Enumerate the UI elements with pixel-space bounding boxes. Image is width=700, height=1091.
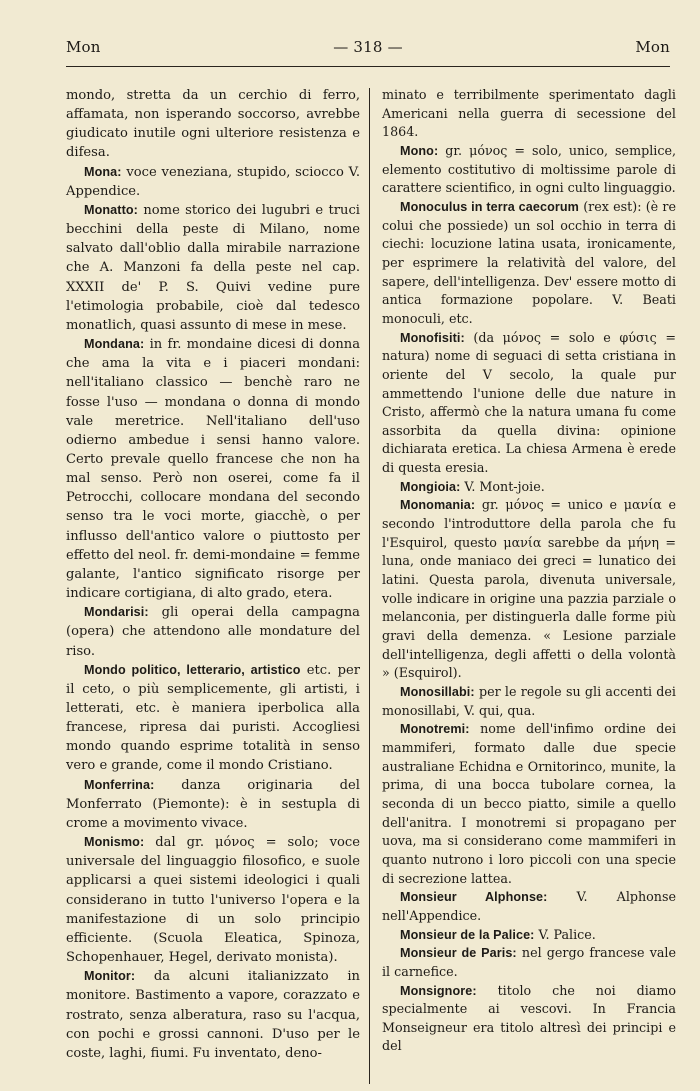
entry-monoculus: [382, 198, 676, 329]
entry-monatto: [66, 201, 360, 335]
header-rule: [66, 66, 670, 67]
entry-mondo-politico: [66, 661, 360, 776]
entry-headword: Mona:: [84, 164, 122, 179]
header-left-guideword: Mon: [66, 38, 101, 56]
entry-monferrina: [66, 776, 360, 833]
left-column: [66, 86, 360, 1063]
entry-headword: Monsieur Alphonse:: [400, 890, 548, 905]
entry-body: minato e terribilmente sperimentato dagli Americani nella guerra di secessione del 1864.: [382, 87, 676, 140]
header-right-guideword: Mon: [635, 38, 670, 56]
entry-body: V. Alphonse nell'Appendice.: [382, 889, 676, 923]
entry-body: mondo, stretta da un cerchio di ferro, affamata, non isperando soccorso, avrebbe giudicato inutile ogni ulteriore resistenza e difesa.: [66, 88, 360, 161]
entry-body: danza originaria del Monferrato (Piemonte): è in sestupla di crome a movimento vivace.: [66, 777, 360, 831]
entry-headword: Monsieur de Paris:: [400, 946, 517, 961]
entry-body: (da μόνος = solo e φύσις = natura) nome di seguaci di setta cristiana in oriente del V secolo, la quale pur ammettendo l'unione delle due nature in Cristo, affermò che la natura umana fu come assorbita da quella divina: opinione dichiarata eretica. La chiesa Armena è erede di questa eresia.: [382, 329, 676, 476]
entry-monsieur-alphonse: [382, 888, 676, 925]
entry-body: (rex est): (è re colui che possiede) un sol occhio in terra di ciechi: locuzione latina usata, ironicamente, per esprimere la relatività del valore, del sapere, dell'intelligenza. Dev' essere motto di antica formazione popolare. V. Beati monoculi, etc.: [382, 198, 676, 326]
entry-body: etc. per il ceto, o più semplicemente, gli artisti, i letterati, etc. è maniera iperbolica alla francese, ripresa dai puristi. Accogliesi mondo quando esprime totalità in senso vero e grande, come il mondo Cristiano.: [66, 662, 360, 774]
entry-headword: Mondo politico, letterario, artistico: [84, 662, 301, 677]
right-column: [382, 86, 676, 1056]
entry-headword: Monitor:: [84, 969, 136, 984]
entry-headword: Monsieur de la Palice:: [400, 927, 535, 942]
entry-headword: Mongioia:: [400, 479, 461, 494]
entry-mongioia: [382, 478, 676, 497]
entry-body: in fr. mondaine dicesi di donna che ama la vita e i piaceri mondani: nell'italiano classico — benchè raro ne fosse l'uso — mondana o donna di mondo vale meretrice. Nell'italiano dell'uso odierno ambedue i sensi hanno valore. Certo prevale quello francese che non ha mal senso. Però non oserei, come fa il Petrocchi, collocare mondana del secondo senso tra le voci morte, giacchè, o per influsso dell'antico valore o piuttosto per effetto del neol. fr. demi-mondaine = femme galante, l'antico significato risorge per indicare cortigiana, di alto grado, etera.: [66, 337, 360, 602]
entry-body: gr. μόνος = solo, unico, semplice, elemento costitutivo di moltissime parole di carattere scientifico, in ogni culto linguaggio.: [382, 142, 676, 196]
entry-body: da alcuni italianizzato in monitore. Bastimento a vapore, corazzato e rostrato, senza alberatura, raso su l'acqua, con pochi e grossi cannoni. D'uso per le coste, laghi, fiumi. Fu inventato, deno-: [66, 969, 360, 1061]
entry-body: V. Palice.: [534, 926, 596, 942]
entry-body: gli operai della campagna (opera) che attendono alle mondature del riso.: [66, 605, 360, 659]
entry-mona: [66, 163, 360, 201]
entry-body: V. Mont-joie.: [460, 478, 545, 494]
entry-headword: Mondarisi:: [84, 605, 149, 620]
entry-headword: Monofisiti:: [400, 330, 465, 345]
page-number: — 318 —: [333, 38, 403, 56]
entry-body: nome storico dei lugubri e truci becchini della peste di Milano, nome salvato dall'oblio dalla mirabile narrazione che A. Manzoni fa della peste nel cap. XXXII de' P. S. Quivi vedine pure l'etimologia probabile, cioè dal tedesco monatlich, quasi assunto di mese in mese.: [66, 202, 360, 333]
entry-cont-prev: [66, 86, 360, 163]
entry-monsieur-palice: [382, 926, 676, 945]
entry-body: nel gergo francese vale il carnefice.: [382, 945, 676, 979]
entry-monismo: [66, 833, 360, 967]
entry-headword: Mono:: [400, 143, 439, 158]
entry-cont-monitor: [382, 86, 676, 142]
entry-monitor: [66, 967, 360, 1063]
entry-mondarisi: [66, 603, 360, 660]
entry-headword: Monoculus in terra caecorum: [400, 199, 579, 214]
entry-body: per le regole su gli accenti dei monosillabi, V. qui, qua.: [382, 684, 676, 718]
entry-headword: Monomania:: [400, 498, 476, 513]
column-divider: [369, 88, 370, 1084]
entry-mondana: [66, 335, 360, 603]
entry-headword: Monosillabi:: [400, 685, 475, 699]
entry-monosillabi: [382, 683, 676, 720]
entry-headword: Monatto:: [84, 202, 138, 217]
entry-body: titolo che noi diamo specialmente ai vescovi. In Francia Monseigneur era titolo altresì dei principi e del: [382, 982, 676, 1054]
entry-body: gr. μόνος = unico e μανία e secondo l'introduttore della parola che fu l'Esquirol, questo μανία sarebbe da μήνη = luna, onde maniaco dei greci = lunatico dei latini. Questa parola, divenuta universale, volle indicare in origine una pazzia parziale o melanconia, per distinguerla dalle forme più gravi della demenza. « Lesione parziale dell'intelligenza, degli affetti o della volontà » (Esquirol).: [382, 497, 676, 681]
entry-body: dal gr. μόνος = solo; voce universale del linguaggio filosofico, e suole applicarsi a quei sistemi ideologici i quali considerano in tutto l'universo l'opera e la manifestazione di un solo principio efficiente. (Scuola Eleatica, Spinoza, Schopenhauer, Hegel, derivato monista).: [66, 835, 360, 966]
entry-body: voce veneziana, stupido, sciocco V. Appendice.: [66, 164, 360, 199]
entry-monomania: [382, 496, 676, 683]
entry-monsieur-paris: [382, 944, 676, 981]
entry-monsignore: [382, 982, 676, 1057]
entry-mono: [382, 142, 676, 198]
entry-headword: Mondana:: [84, 337, 145, 352]
entry-headword: Monotremi:: [400, 722, 470, 737]
entry-body: nome dell'infimo ordine dei mammiferi, formato dalle due specie australiane Echidna e Ornitorinco, munite, la prima, di una bocca tubolare cornea, la seconda di un becco piatto, simile a quello dell'anitra. I monotremi si propagano per uova, ma si considerano come mammiferi in quanto nutrono i loro piccoli con una specie di secrezione lattea.: [382, 721, 676, 886]
running-header: [66, 38, 670, 60]
entry-headword: Monismo:: [84, 835, 145, 850]
entry-monofisiti: [382, 329, 676, 478]
entry-monotremi: [382, 720, 676, 888]
entry-headword: Monsignore:: [400, 983, 477, 998]
entry-headword: Monferrina:: [84, 777, 155, 792]
